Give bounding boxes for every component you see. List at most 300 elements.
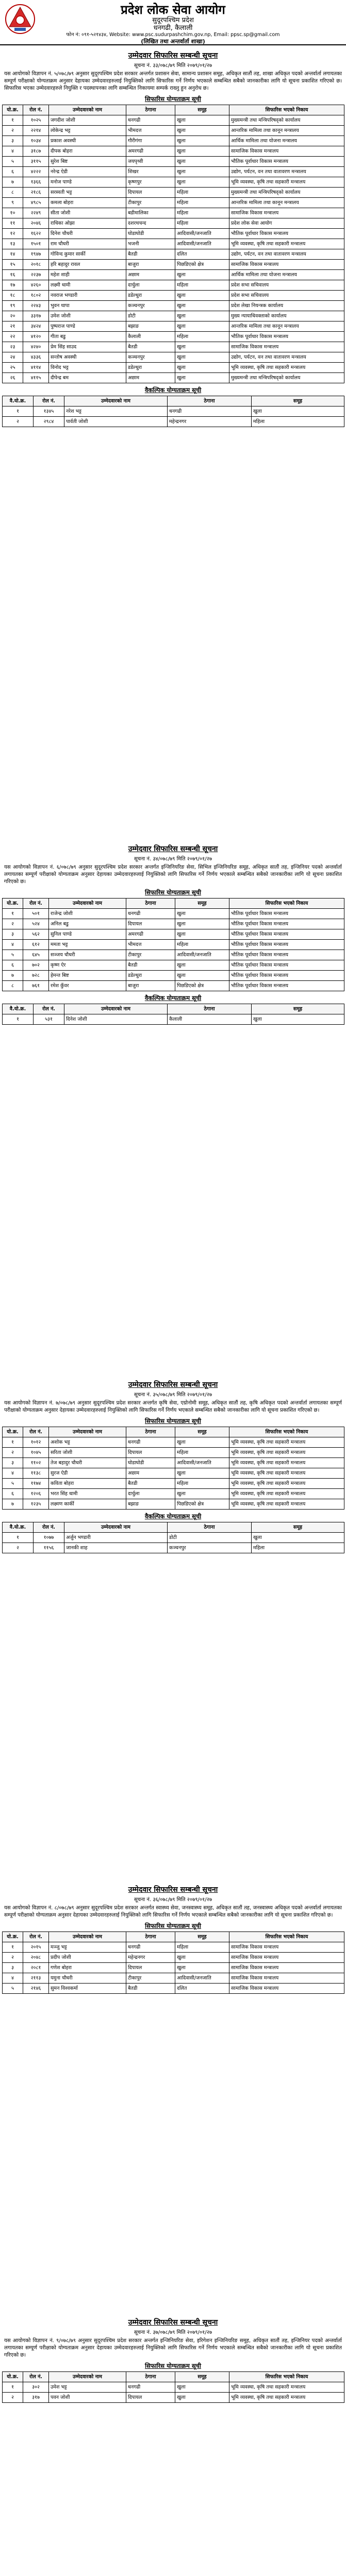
- table-cell: कञ्चनपुर: [126, 301, 175, 311]
- table-cell: ८: [3, 188, 23, 198]
- table-cell: बझाङ: [126, 1499, 175, 1510]
- table-row: [3, 1489, 344, 1499]
- column-header: सिफारिस भएको निकाय: [229, 105, 344, 115]
- table-cell: १०२५: [23, 115, 49, 126]
- table-cell: भौतिक पूर्वाधार विकास मन्त्रालय: [229, 981, 344, 991]
- table-cell: भौतिक पूर्वाधार विकास मन्त्रालय: [229, 940, 344, 950]
- table-cell: गीता बडु: [49, 332, 126, 342]
- column-header: उम्मेदवारको नाम: [49, 1932, 126, 1942]
- table-cell: डोटी: [126, 311, 175, 321]
- alternate-list-table: [2, 396, 344, 427]
- table-cell: महिला: [175, 940, 229, 950]
- table-cell: महिला: [175, 280, 229, 291]
- table-cell: नरेन्द्र ऐडी: [49, 167, 126, 177]
- table-cell: प्रदेश सभा सचिवालय: [229, 280, 344, 291]
- table-cell: मुख्य न्यायाधिवक्ताको कार्यालय: [229, 311, 344, 321]
- column-header: समूह: [175, 105, 229, 115]
- table-cell: जगदीश जोशी: [49, 115, 126, 126]
- table-cell: १०७७: [34, 1533, 64, 1543]
- table-cell: उद्योग, पर्यटन, वन तथा वातावरण मन्त्रालय: [229, 167, 344, 177]
- table-row: [3, 1963, 344, 1973]
- table-cell: सञ्जय चौधरी: [49, 950, 126, 960]
- table-cell: भूमि व्यवस्था, कृषि तथा सहकारी मन्त्रालय: [229, 2382, 344, 2393]
- table-cell: ४: [3, 1468, 23, 1479]
- table-cell: १: [3, 1014, 34, 1025]
- table-row: [3, 270, 344, 280]
- table-cell: खुला: [175, 291, 229, 301]
- table-cell: आदिवासी/जनजाति: [175, 229, 229, 239]
- column-header: रोल नं.: [23, 2372, 49, 2382]
- table-cell: बैतडी: [126, 1984, 175, 1994]
- table-cell: शिखर: [126, 167, 175, 177]
- table-row: [3, 167, 344, 177]
- column-header: ठेगाना: [126, 105, 175, 115]
- column-header: यो.क्र.: [3, 1932, 23, 1942]
- table-cell: २२४९: [23, 208, 49, 218]
- table-cell: खुला: [175, 301, 229, 311]
- table-cell: खुला: [252, 1533, 344, 1543]
- notice-block: [0, 2312, 346, 2576]
- table-cell: कञ्चनपुर: [168, 1543, 252, 1553]
- table-cell: अमरगढी: [126, 146, 175, 157]
- table-cell: भूमि व्यवस्था, कृषि तथा सहकारी मन्त्रालय: [229, 239, 344, 249]
- column-header: उम्मेदवारको नाम: [64, 1004, 168, 1014]
- table-cell: २: [3, 126, 23, 136]
- column-header: रोल नं.: [23, 1427, 49, 1437]
- table-cell: १८: [3, 291, 23, 301]
- table-row: [3, 1468, 344, 1479]
- table-cell: भूमि व्यवस्था, कृषि तथा सहकारी मन्त्रालय: [229, 1479, 344, 1489]
- table-row: [3, 981, 344, 991]
- notice-reference: सूचना नं. ३५/०७८/७९ मिति २०७९/०१/२७: [134, 1392, 212, 1398]
- table-cell: १९४७: [23, 249, 49, 260]
- column-header: रोल नं.: [34, 1522, 64, 1533]
- column-header: यो.क्र.: [3, 105, 23, 115]
- notices-container: [0, 45, 346, 2576]
- table-cell: राम चौधरी: [49, 239, 126, 249]
- table-cell: सामाजिक विकास मन्त्रालय: [229, 208, 344, 218]
- table-cell: आन्तरिक मामिला तथा कानून मन्त्रालय: [229, 198, 344, 208]
- column-header: ठेगाना: [168, 1522, 252, 1533]
- table-cell: ४११५: [23, 373, 49, 383]
- table-cell: जानकी शाह: [64, 1543, 168, 1553]
- alternate-list-title: वैकल्पिक योग्यताक्रम सूची: [144, 994, 202, 1002]
- table-cell: उद्योग, पर्यटन, वन तथा वातावरण मन्त्रालय: [229, 352, 344, 363]
- table-cell: २: [3, 1953, 23, 1963]
- table-cell: डडेल्धुरा: [126, 363, 175, 373]
- table-cell: १६: [3, 270, 23, 280]
- column-header: सिफारिस भएको निकाय: [229, 899, 344, 909]
- table-cell: ७२८: [23, 971, 49, 981]
- table-cell: ५: [3, 1479, 23, 1489]
- table-row: [3, 1533, 344, 1543]
- notice-title: उम्मेदवार सिफारिस सम्बन्धी सूचना: [128, 1381, 218, 1389]
- table-cell: १४: [3, 249, 23, 260]
- table-cell: पवन जोशी: [49, 2393, 126, 2403]
- table-cell: प्रेम सिंह साउद: [49, 342, 126, 352]
- table-cell: ११०२: [23, 1458, 49, 1468]
- table-cell: १८०२: [23, 291, 49, 301]
- recommendation-table: [2, 898, 344, 991]
- table-row: [3, 919, 344, 929]
- notice-block: [0, 839, 346, 1375]
- table-cell: ४: [3, 146, 23, 157]
- table-cell: आदिवासी/जनजाति: [175, 1973, 229, 1984]
- column-header: उम्मेदवारको नाम: [49, 899, 126, 909]
- table-cell: खुला: [175, 126, 229, 136]
- table-cell: भौतिक पूर्वाधार विकास मन्त्रालय: [229, 157, 344, 167]
- table-cell: सामाजिक विकास मन्त्रालय: [229, 1953, 344, 1963]
- column-header: यो.क्र.: [3, 899, 23, 909]
- table-cell: खुला: [175, 270, 229, 280]
- table-cell: २५: [3, 363, 23, 373]
- table-cell: ४१२०: [23, 332, 49, 342]
- table-cell: बैतडी: [126, 1479, 175, 1489]
- table-cell: बैतडी: [126, 960, 175, 971]
- table-row: [3, 1014, 344, 1025]
- table-cell: ७: [3, 1499, 23, 1510]
- table-row: [3, 301, 344, 311]
- table-cell: हरि बहादुर रावल: [49, 260, 126, 270]
- table-cell: मनोज पाण्डे: [49, 177, 126, 188]
- table-cell: ६: [3, 167, 23, 177]
- table-cell: सुनिल पाण्डे: [49, 929, 126, 940]
- table-cell: सरस्वती भट्ट: [49, 188, 126, 198]
- notice-paragraph: यस आयोगको विज्ञापन नं. ७/०७८/७९ अनुसार सुदूरपश्चिम प्रदेश सरकार अन्तर्गत कृषि सेवा, एग्रोनोमी समूह, अधिकृत सातौं तह, कृषि अधिकृत पदको अन्तर्वार्ता लगायतका सम्पूर्ण परीक्षाको योग्यताक्रम अनुसार देहायका उम्मेदवारहरुलाई नियुक्तिको लागि सिफारिस गर्ने निर्णय भएकाले सम्बन्धित सबैको जानकारीका लागि यो सूचना प्रकाशित गरिएको छ।: [4, 1400, 342, 1413]
- table-cell: ४९८५: [23, 198, 49, 208]
- table-cell: १६२२: [23, 229, 49, 239]
- merit-list-title: सिफारिस योग्यताक्रम सूची: [145, 95, 201, 103]
- table-cell: मुख्यमन्त्री तथा मन्त्रिपरिषद्को कार्यालय: [229, 188, 344, 198]
- table-cell: भौतिक पूर्वाधार विकास मन्त्रालय: [229, 950, 344, 960]
- table-cell: महिला: [175, 1942, 229, 1953]
- table-row: [3, 1942, 344, 1953]
- table-cell: २०४६: [23, 218, 49, 229]
- table-cell: भौतिक पूर्वाधार विकास मन्त्रालय: [229, 971, 344, 981]
- table-cell: २१८६: [23, 188, 49, 198]
- table-row: [3, 239, 344, 249]
- table-row: [3, 2393, 344, 2403]
- table-cell: दशरथचन्द: [126, 218, 175, 229]
- table-cell: ४: [3, 1973, 23, 1984]
- table-cell: भूमि व्यवस्था, कृषि तथा सहकारी मन्त्रालय: [229, 177, 344, 188]
- notice-block: [0, 45, 346, 839]
- table-cell: अछाम: [126, 373, 175, 383]
- table-cell: ११५६: [34, 1543, 64, 1553]
- table-cell: ११: [3, 218, 23, 229]
- table-cell: ४११४: [23, 363, 49, 373]
- recommendation-table: [2, 2371, 344, 2403]
- table-cell: लक्ष्मण कार्की: [49, 1499, 126, 1510]
- table-cell: गौरीगंगा: [126, 136, 175, 146]
- column-header: वै.यो.क्र.: [3, 1004, 34, 1014]
- table-cell: खुला: [175, 157, 229, 167]
- government-emblem-icon: [4, 3, 36, 35]
- column-header: समूह: [252, 1004, 344, 1014]
- notice-reference: सूचना नं. ३६/०७८/७९ मिति २०७९/०१/२७: [134, 1897, 212, 1903]
- table-cell: ७०२: [23, 960, 49, 971]
- table-cell: ५: [3, 1984, 23, 1994]
- table-cell: २२४३: [23, 301, 49, 311]
- table-row: [3, 249, 344, 260]
- table-cell: राधिका ओझा: [49, 218, 126, 229]
- table-cell: ३०२: [23, 2382, 49, 2393]
- table-row: [3, 136, 344, 146]
- table-cell: मञ्जु भट्ट: [49, 1942, 126, 1953]
- table-cell: भुवन थापा: [49, 301, 126, 311]
- table-cell: महिला: [175, 208, 229, 218]
- table-cell: ३: [3, 1458, 23, 1468]
- notice-paragraph: यस आयोगको विज्ञापन नं. ५/०७८/७९ अनुसार सुदूरपश्चिम प्रदेश सरकार अन्तर्गत प्रशासन सेवा, सामान्य प्रशासन समूह, अधिकृत सातौं तह, शाखा अधिकृत पदको अन्तर्वार्ता लगायतका सम्पूर्ण परीक्षाको योग्यताक्रम अनुसार देहायका उम्मेदवारहरुलाई नियुक्तिको लागि सिफारिस गर्ने निर्णय भएकाले सम्बन्धित सबैको जानकारीका लागि यो सूचना प्रकाशित गरिएको छ। सिफारिस भएका उम्मेदवारहरुले नियुक्ति र पदस्थापनका लागि सम्बन्धित निकायमा सम्पर्क राख्नु हुन अनुरोध छ।: [4, 71, 342, 91]
- table-cell: महेश शाही: [49, 270, 126, 280]
- table-header-row: [3, 396, 344, 406]
- column-header: सिफारिस भएको निकाय: [229, 1932, 344, 1942]
- table-cell: २: [3, 2393, 23, 2403]
- table-cell: ३: [3, 929, 23, 940]
- table-cell: भीमदत्त: [126, 126, 175, 136]
- table-row: [3, 177, 344, 188]
- table-cell: हेमन्त बिष्ट: [49, 971, 126, 981]
- table-cell: सामाजिक विकास मन्त्रालय: [229, 260, 344, 270]
- table-cell: लोकेन्द्र भट्ट: [49, 126, 126, 136]
- column-header: ठेगाना: [168, 396, 252, 406]
- table-cell: घोडाघोडी: [126, 1458, 175, 1468]
- table-cell: खुला: [175, 2393, 229, 2403]
- table-cell: अछाम: [126, 1468, 175, 1479]
- table-cell: भूमि व्यवस्था, कृषि तथा सहकारी मन्त्रालय: [229, 1448, 344, 1458]
- table-cell: १२: [3, 229, 23, 239]
- table-cell: ३४२४: [23, 321, 49, 332]
- table-cell: भौतिक पूर्वाधार विकास मन्त्रालय: [229, 229, 344, 239]
- contact-line: फोन नं: ०९१-५२१४३४, Website: www.psc.sudurpashchim.gov.np, Email: ppsc.sp@gmail.com: [66, 32, 280, 38]
- table-cell: भौतिक पूर्वाधार विकास मन्त्रालय: [229, 960, 344, 971]
- recommendation-table: [2, 1931, 344, 1994]
- table-cell: दिपायल: [126, 2393, 175, 2403]
- table-cell: कृष्ण ऐर: [49, 960, 126, 971]
- alternate-list-title: वैकल्पिक योग्यताक्रम सूची: [144, 1513, 202, 1520]
- table-row: [3, 2382, 344, 2393]
- notice-title: उम्मेदवार सिफारिस सम्बन्धी सूचना: [128, 2318, 218, 2327]
- table-cell: खुला: [175, 167, 229, 177]
- table-cell: १३: [3, 239, 23, 249]
- table-cell: सुरेश बिष्ट: [49, 157, 126, 167]
- table-cell: खुला: [175, 321, 229, 332]
- table-cell: भजनी: [126, 239, 175, 249]
- table-cell: गोविन्द कुमार सार्की: [49, 249, 126, 260]
- table-cell: १: [3, 406, 34, 417]
- letterhead: [0, 0, 346, 45]
- table-cell: दलित: [175, 1984, 229, 1994]
- table-cell: महिला: [175, 1479, 229, 1489]
- table-cell: अर्जुन भण्डारी: [64, 1533, 168, 1543]
- table-cell: भौतिक पूर्वाधार विकास मन्त्रालय: [229, 929, 344, 940]
- table-cell: भूमि व्यवस्था, कृषि तथा सहकारी मन्त्रालय: [229, 1489, 344, 1499]
- notice-reference: सूचना नं. ३७/०७८/७९ मिति २०७९/०१/२७: [134, 2330, 212, 2335]
- table-cell: २०४८: [23, 1953, 49, 1963]
- table-cell: धनगढी: [126, 1942, 175, 1953]
- table-cell: धनगढी: [126, 909, 175, 919]
- table-row: [3, 126, 344, 136]
- table-cell: अशोक भट्ट: [49, 1437, 126, 1448]
- column-header: सिफारिस भएको निकाय: [229, 1427, 344, 1437]
- alternate-list-table: [2, 1522, 344, 1553]
- table-row: [3, 940, 344, 950]
- table-cell: डडेल्धुरा: [126, 971, 175, 981]
- table-cell: बडीमालिका: [126, 208, 175, 218]
- table-cell: सुमन विश्वकर्मा: [49, 1984, 126, 1994]
- table-cell: डडेल्धुरा: [126, 291, 175, 301]
- table-cell: उमेश जोशी: [49, 311, 126, 321]
- table-row: [3, 1499, 344, 1510]
- table-cell: धनगढी: [126, 2382, 175, 2393]
- table-cell: सामाजिक विकास मन्त्रालय: [229, 1942, 344, 1953]
- table-cell: भूमि व्यवस्था, कृषि तथा सहकारी मन्त्रालय: [229, 2393, 344, 2403]
- table-cell: महिला: [252, 1543, 344, 1553]
- table-row: [3, 929, 344, 940]
- table-cell: ९: [3, 198, 23, 208]
- table-cell: कृष्णपुर: [126, 177, 175, 188]
- table-row: [3, 291, 344, 301]
- table-cell: खुला: [175, 1953, 229, 1963]
- table-cell: दिपायल: [126, 1448, 175, 1458]
- column-header: यो.क्र.: [3, 1427, 23, 1437]
- table-cell: ६: [3, 960, 23, 971]
- table-cell: १३६६: [23, 177, 49, 188]
- table-cell: १: [3, 115, 23, 126]
- table-cell: बैतडी: [126, 249, 175, 260]
- table-row: [3, 280, 344, 291]
- table-header-row: [3, 1427, 344, 1437]
- table-cell: नरेश भट्ट: [64, 406, 168, 417]
- table-row: [3, 218, 344, 229]
- table-cell: दिपायल: [126, 919, 175, 929]
- table-header-row: [3, 1522, 344, 1533]
- column-header: उम्मेदवारको नाम: [64, 1522, 168, 1533]
- notice-block: [0, 1375, 346, 1879]
- table-cell: खुला: [175, 929, 229, 940]
- table-cell: १०: [3, 208, 23, 218]
- table-row: [3, 229, 344, 239]
- column-header: ठेगाना: [126, 1932, 175, 1942]
- table-cell: २२३७: [23, 270, 49, 280]
- table-cell: तेज बहादुर चौधरी: [49, 1458, 126, 1468]
- table-row: [3, 1437, 344, 1448]
- notice-reference: सूचना नं. ३४/०७८/७९ मिति २०७९/०१/२७: [134, 856, 212, 862]
- table-cell: भौतिक पूर्वाधार विकास मन्त्रालय: [229, 919, 344, 929]
- table-cell: सन्तोष अवस्थी: [49, 352, 126, 363]
- table-cell: खुला: [175, 146, 229, 157]
- table-cell: दीपक बोहरा: [49, 146, 126, 157]
- table-cell: दलित: [175, 249, 229, 260]
- table-cell: ८: [3, 981, 23, 991]
- alternate-list-table: [2, 1004, 344, 1025]
- column-header: ठेगाना: [168, 1004, 252, 1014]
- table-cell: १: [3, 1533, 34, 1543]
- table-cell: विनोद भट्ट: [49, 363, 126, 373]
- table-cell: दिपायल: [126, 1963, 175, 1973]
- table-row: [3, 1984, 344, 1994]
- table-cell: सामाजिक विकास मन्त्रालय: [229, 1963, 344, 1973]
- table-cell: भूमि व्यवस्था, कृषि तथा सहकारी मन्त्रालय: [229, 1458, 344, 1468]
- table-row: [3, 363, 344, 373]
- table-cell: मुख्यमन्त्री तथा मन्त्रिपरिषद्को कार्यालय: [229, 115, 344, 126]
- table-cell: यमुना चौधरी: [49, 1973, 126, 1984]
- notice-paragraph: यस आयोगको विज्ञापन नं. ६/०७८/७९ अनुसार सुदूरपश्चिम प्रदेश सरकार अन्तर्गत इन्जिनियरिङ सेवा, सिभिल इन्जिनियरिङ समूह, अधिकृत सातौं तह, इन्जिनियर पदको अन्तर्वार्ता लगायतका सम्पूर्ण परीक्षाको योग्यताक्रम अनुसार देहायका उम्मेदवारहरुलाई नियुक्तिको लागि सिफारिस गर्ने निर्णय भएकाले सम्बन्धित सबैको जानकारीका लागि यो सूचना प्रकाशित गरिएको छ।: [4, 865, 342, 885]
- column-header: यो.क्र.: [3, 2372, 23, 2382]
- table-cell: २०१५: [23, 1942, 49, 1953]
- table-cell: दिपायल: [126, 188, 175, 198]
- table-cell: ४२६०: [23, 280, 49, 291]
- table-cell: २: [3, 1448, 23, 1458]
- province-name: सुदूरपश्चिम प्रदेश: [152, 16, 194, 24]
- notice-title: उम्मेदवार सिफारिस सम्बन्धी सूचना: [128, 1886, 218, 1894]
- table-cell: ५०१: [23, 909, 49, 919]
- table-cell: ७: [3, 971, 23, 981]
- table-cell: ३११५: [23, 157, 49, 167]
- column-header: समूह: [252, 1522, 344, 1533]
- notice-reference: सूचना नं. ३३/०७८/७९ मिति २०७९/०१/२७: [134, 63, 212, 69]
- column-header: ठेगाना: [126, 2372, 175, 2382]
- table-cell: कविता बोहरा: [49, 1479, 126, 1489]
- table-cell: खुला: [252, 1014, 344, 1025]
- table-cell: ४२४०: [23, 342, 49, 352]
- table-cell: खुला: [175, 1489, 229, 1499]
- table-cell: २४: [3, 352, 23, 363]
- table-cell: ६४५: [23, 950, 49, 960]
- column-header: रोल नं.: [34, 1004, 64, 1014]
- table-cell: गणेश बोहरा: [49, 1963, 126, 1973]
- table-cell: खुला: [175, 1437, 229, 1448]
- table-cell: १: [3, 1437, 23, 1448]
- table-cell: सरिता जोशी: [49, 1448, 126, 1458]
- table-cell: महिला: [175, 218, 229, 229]
- table-cell: ५: [3, 950, 23, 960]
- table-cell: नवराज भण्डारी: [49, 291, 126, 301]
- table-row: [3, 208, 344, 218]
- table-cell: १: [3, 1942, 23, 1953]
- table-row: [3, 115, 344, 126]
- table-cell: कमला बोहरा: [49, 198, 126, 208]
- column-header: समूह: [175, 2372, 229, 2382]
- table-cell: खुला: [175, 909, 229, 919]
- table-cell: प्रदेश लेखा नियन्त्रक कार्यालय: [229, 301, 344, 311]
- table-header-row: [3, 1004, 344, 1014]
- table-cell: पिछडिएको क्षेत्र: [175, 260, 229, 270]
- table-cell: अछाम: [126, 270, 175, 280]
- column-header: रोल नं.: [23, 105, 49, 115]
- table-row: [3, 352, 344, 363]
- notice-title: उम्मेदवार सिफारिस सम्बन्धी सूचना: [128, 845, 218, 853]
- merit-list-title: सिफारिस योग्यताक्रम सूची: [145, 1417, 201, 1425]
- column-header: ठेगाना: [126, 1427, 175, 1437]
- table-cell: अनिल बडु: [49, 919, 126, 929]
- table-cell: महिला: [175, 198, 229, 208]
- table-cell: प्रदेश लोक सेवा आयोग: [229, 218, 344, 229]
- table-header-row: [3, 2372, 344, 2382]
- table-cell: २१: [3, 321, 23, 332]
- table-cell: महिला: [175, 188, 229, 198]
- notice-paragraph: यस आयोगको विज्ञापन नं. ८/०७८/७९ अनुसार सुदूरपश्चिम प्रदेश सरकार अन्तर्गत स्वास्थ्य सेवा, जनस्वास्थ्य समूह, अधिकृत सातौं तह, जनस्वास्थ्य अधिकृत पदको अन्तर्वार्ता लगायतका सम्पूर्ण परीक्षाको योग्यताक्रम अनुसार देहायका उम्मेदवारहरुलाई नियुक्तिको लागि सिफारिस गर्ने निर्णय भएकाले सम्बन्धित सबैको जानकारीका लागि यो सूचना प्रकाशित गरिएको छ।: [4, 1905, 342, 1918]
- table-cell: १०१२: [23, 1437, 49, 1448]
- table-cell: ११७४: [23, 1479, 49, 1489]
- table-cell: सीता जोशी: [49, 208, 126, 218]
- table-row: [3, 188, 344, 198]
- table-cell: २३: [3, 342, 23, 352]
- table-cell: भौतिक पूर्वाधार विकास मन्त्रालय: [229, 332, 344, 342]
- table-cell: ११३८: [23, 1468, 49, 1479]
- table-cell: दार्चुला: [126, 280, 175, 291]
- table-cell: २२: [3, 332, 23, 342]
